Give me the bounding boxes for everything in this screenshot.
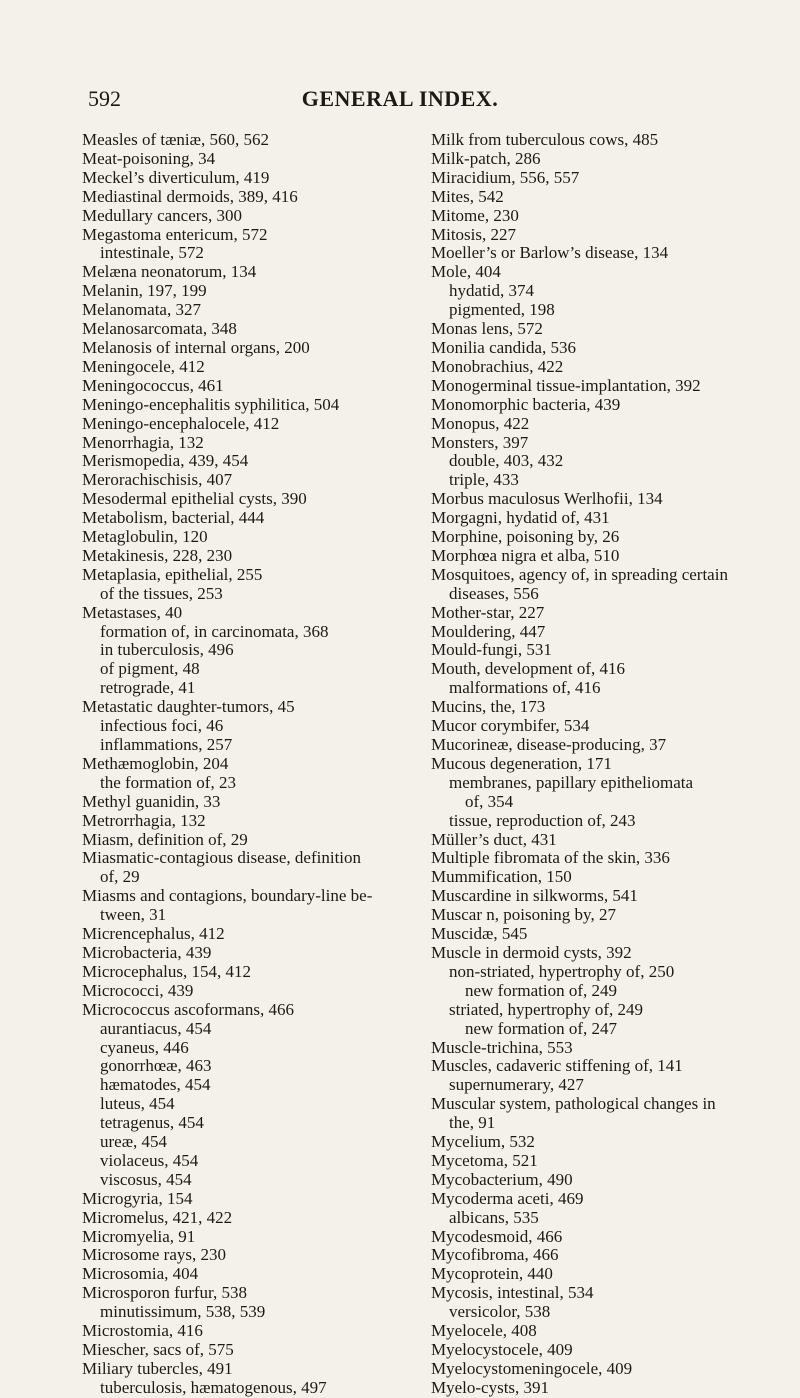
index-subentry: luteus, 454 [100, 1094, 175, 1114]
index-entry: Morphine, poisoning by, 26 [431, 527, 620, 547]
index-subentry: striated, hypertrophy of, 249 [449, 999, 644, 1019]
index-entry: Mouth, development of, 416 [431, 659, 626, 679]
index-subentry: of the tissues, 253 [100, 583, 223, 603]
index-subentry: infectious foci, 46 [100, 716, 224, 736]
index-subentry: malformations of, 416 [449, 678, 601, 698]
index-entry: Monogerminal tissue-implantation, 392 [431, 375, 701, 395]
index-subentry: formation of, in carcinomata, 368 [100, 621, 329, 641]
page-number: 592 [88, 86, 121, 111]
index-subentry: in tuberculosis, 496 [100, 640, 234, 660]
index-entry: Mould-fungi, 531 [431, 640, 552, 660]
index-entry: Microsporon furfur, 538 [82, 1283, 248, 1303]
index-entry: Muscidæ, 545 [431, 924, 528, 944]
index-entry: Menorrhagia, 132 [82, 432, 204, 452]
index-subentry: minutissimum, 538, 539 [100, 1302, 266, 1322]
index-entry: Mycodesmoid, 466 [431, 1226, 563, 1246]
index-column-left [82, 131, 422, 1398]
index-subentry: triple, 433 [449, 470, 519, 490]
index-subentry: of, 354 [465, 791, 514, 811]
index-entry: Melanosarcomata, 348 [82, 319, 237, 339]
index-entry: Miasm, definition of, 29 [82, 829, 248, 849]
index-entry: Monilia candida, 536 [431, 337, 576, 357]
index-subentry: gonorrhœæ, 463 [100, 1056, 212, 1076]
page-title: GENERAL INDEX. [301, 86, 499, 111]
index-subentry: the formation of, 23 [100, 772, 236, 792]
index-entry: Metaglobulin, 120 [82, 527, 208, 547]
index-entry: Miescher, sacs of, 575 [82, 1340, 234, 1359]
index-entry: Morphœa nigra et alba, 510 [431, 545, 620, 565]
index-entry: Micromyelia, 91 [82, 1226, 196, 1246]
index-entry: Micromelus, 421, 422 [82, 1207, 233, 1227]
index-entry: Müller’s duct, 431 [431, 829, 557, 849]
index-entry: Metastases, 40 [82, 602, 183, 622]
index-subentry: cyaneus, 446 [100, 1037, 189, 1057]
index-entry: Micrencephalus, 412 [82, 924, 225, 944]
index-entry: Miliary tubercles, 491 [82, 1358, 233, 1378]
index-entry: Myelocystocele, 409 [431, 1340, 573, 1359]
index-entry: Muscles, cadaveric stiffening of, 141 [431, 1056, 683, 1076]
index-subentry: hæmatodes, 454 [100, 1075, 211, 1095]
index-entry: Microstomia, 416 [82, 1321, 203, 1341]
index-entry: Muscardine in silkworms, 541 [431, 886, 638, 906]
index-entry: Monas lens, 572 [431, 319, 543, 339]
index-entry: Microsome rays, 230 [82, 1245, 227, 1265]
index-entry: Meckel’s diverticulum, 419 [82, 167, 270, 187]
index-entry: Meningococcus, 461 [82, 375, 224, 395]
index-entry: Mucor corymbifer, 534 [431, 716, 590, 736]
index-entry: Methyl guanidin, 33 [82, 791, 221, 811]
index-entry: Mycofibroma, 466 [431, 1245, 559, 1265]
index-entry: Metabolism, bacterial, 444 [82, 508, 265, 528]
index-entry: Melanosis of internal organs, 200 [82, 337, 310, 357]
index-entry: Myelocystomeningocele, 409 [431, 1358, 633, 1378]
index-entry: Mucins, the, 173 [431, 697, 546, 717]
index-entry: Monomorphic bacteria, 439 [431, 394, 621, 414]
index-subentry: hydatid, 374 [449, 281, 534, 301]
index-entry: Measles of tæniæ, 560, 562 [82, 130, 269, 149]
index-entry: Mycelium, 532 [431, 1132, 535, 1152]
index-subentry: retrograde, 41 [100, 678, 196, 698]
index-entry: Muscar n, poisoning by, 27 [431, 905, 616, 925]
index-entry: Mucous degeneration, 171 [431, 753, 612, 773]
index-subentry: inflammations, 257 [100, 735, 233, 754]
index-entry: Mycetoma, 521 [431, 1150, 538, 1170]
index-subentry: membranes, papillary epitheliomata [449, 772, 694, 792]
index-entry: Mosquitoes, agency of, in spreading certain [431, 564, 728, 584]
index-entry: Mole, 404 [431, 262, 501, 282]
index-entry: Microgyria, 154 [82, 1188, 193, 1208]
index-entry: Mitome, 230 [431, 205, 519, 225]
index-entry: Mouldering, 447 [431, 621, 546, 641]
index-subentry: tetragenus, 454 [100, 1113, 204, 1133]
index-subentry: violaceus, 454 [100, 1150, 199, 1170]
index-entry: Mummification, 150 [431, 867, 572, 887]
index-subentry: double, 403, 432 [449, 451, 564, 471]
index-entry: Metaplasia, epithelial, 255 [82, 564, 263, 584]
index-subentry: aurantiacus, 454 [100, 1018, 212, 1038]
index-entry: Miasms and contagions, boundary-line be- [82, 886, 373, 906]
index-entry: Milk-patch, 286 [431, 148, 541, 168]
index-entry: Mycoprotein, 440 [431, 1264, 553, 1284]
index-entry: Meat-poisoning, 34 [82, 148, 216, 168]
index-column-right [431, 131, 776, 1398]
index-entry: Myelocele, 408 [431, 1321, 537, 1341]
index-subentry: tween, 31 [100, 905, 167, 925]
index-entry: Megastoma entericum, 572 [82, 224, 268, 244]
index-subentry: supernumerary, 427 [449, 1075, 584, 1095]
index-entry: Muscle-trichina, 553 [431, 1037, 573, 1057]
index-subentry: diseases, 556 [449, 583, 539, 603]
index-entry: Monobrachius, 422 [431, 356, 564, 376]
index-entry: Melæna neonatorum, 134 [82, 262, 257, 282]
page-header [0, 86, 800, 116]
index-entry: Muscular system, pathological changes in [431, 1094, 716, 1114]
index-subentry: of, 29 [100, 867, 140, 887]
index-entry: Muscle in dermoid cysts, 392 [431, 942, 632, 962]
index-subentry: new formation of, 249 [465, 980, 618, 1000]
index-entry: Morbus maculosus Werlhofii, 134 [431, 489, 663, 509]
index-entry: Moeller’s or Barlow’s disease, 134 [431, 243, 669, 263]
index-entry: Monsters, 397 [431, 432, 529, 452]
index-entry: Myelo-cysts, 391 [431, 1377, 550, 1397]
index-subentry: tissue, reproduction of, 243 [449, 810, 636, 830]
index-subentry: new formation of, 247 [465, 1018, 618, 1038]
index-subentry: ureæ, 454 [100, 1132, 168, 1152]
index-subentry: versicolor, 538 [449, 1302, 551, 1322]
index-entry: Mycobacterium, 490 [431, 1169, 573, 1189]
index-entry: Mites, 542 [431, 186, 504, 206]
index-entry: Mucorineæ, disease-producing, 37 [431, 735, 667, 754]
index-subentry: tuberculosis, hæmatogenous, 497 [100, 1377, 327, 1397]
index-subentry: pigmented, 198 [449, 300, 555, 320]
index-entry: Melanomata, 327 [82, 300, 201, 320]
index-entry: Micrococcus ascoformans, 466 [82, 999, 294, 1019]
index-entry: Micrococci, 439 [82, 980, 194, 1000]
index-entry: Morgagni, hydatid of, 431 [431, 508, 610, 528]
index-entry: Metrorrhagia, 132 [82, 810, 206, 830]
index-entry: Merorachischisis, 407 [82, 470, 233, 490]
index-subentry: the, 91 [449, 1113, 496, 1133]
index-entry: Meningocele, 412 [82, 356, 205, 376]
index-entry: Metakinesis, 228, 230 [82, 545, 233, 565]
index-entry: Merismopedia, 439, 454 [82, 451, 249, 471]
index-entry: Meningo-encephalitis syphilitica, 504 [82, 394, 340, 414]
index-entry: Miracidium, 556, 557 [431, 167, 580, 187]
index-subentry: viscosus, 454 [100, 1169, 192, 1189]
index-entry: Milk from tuberculous cows, 485 [431, 130, 659, 149]
index-entry: Methæmoglobin, 204 [82, 753, 229, 773]
index-entry: Mesodermal epithelial cysts, 390 [82, 489, 307, 509]
index-entry: Microsomia, 404 [82, 1264, 199, 1284]
index-entry: Microbacteria, 439 [82, 942, 212, 962]
index-subentry: albicans, 535 [449, 1207, 539, 1227]
index-entry: Melanin, 197, 199 [82, 281, 207, 301]
index-entry: Metastatic daughter-tumors, 45 [82, 697, 295, 717]
index-entry: Mycosis, intestinal, 534 [431, 1283, 594, 1303]
index-subentry: of pigment, 48 [100, 659, 200, 679]
index-subentry: non-striated, hypertrophy of, 250 [449, 961, 675, 981]
index-entry: Multiple fibromata of the skin, 336 [431, 848, 670, 868]
index-entry: Mycoderma aceti, 469 [431, 1188, 584, 1208]
index-subentry: intestinale, 572 [100, 243, 204, 263]
index-entry: Mitosis, 227 [431, 224, 517, 244]
index-entry: Mother-star, 227 [431, 602, 545, 622]
index-entry: Microcephalus, 154, 412 [82, 961, 252, 981]
index-entry: Monopus, 422 [431, 413, 530, 433]
index-entry: Medullary cancers, 300 [82, 205, 243, 225]
index-entry: Meningo-encephalocele, 412 [82, 413, 280, 433]
index-entry: Mediastinal dermoids, 389, 416 [82, 186, 298, 206]
index-entry: Miasmatic-contagious disease, definition [82, 848, 362, 868]
